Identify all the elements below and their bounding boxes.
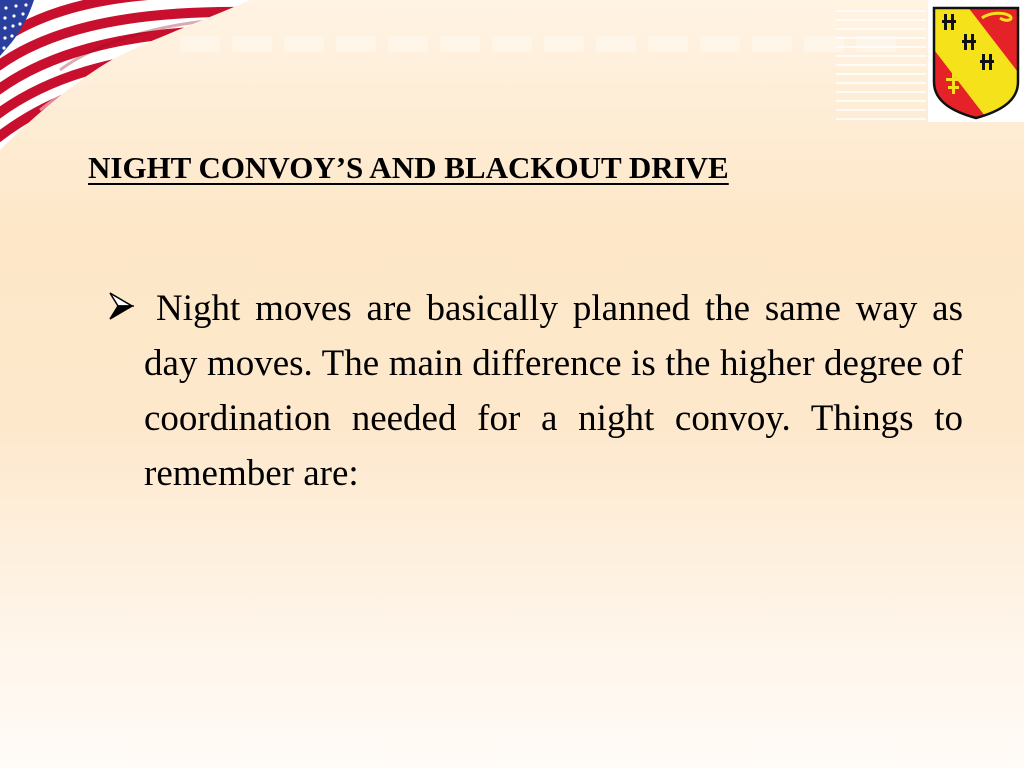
faint-header-banner <box>180 36 900 52</box>
unit-crest-icon <box>928 2 1024 120</box>
arrowhead-bullet-icon <box>108 291 134 321</box>
bullet-text: Night moves are basically planned the same way as day moves. The main difference is the higher degree of coordination needed for a night convoy. Things to remember are: <box>144 288 963 494</box>
bullet-item <box>108 281 963 501</box>
us-flag-icon <box>0 0 250 150</box>
slide-title: NIGHT CONVOY’S AND BLACKOUT DRIVE <box>88 150 729 185</box>
faint-header-lines <box>836 10 926 120</box>
